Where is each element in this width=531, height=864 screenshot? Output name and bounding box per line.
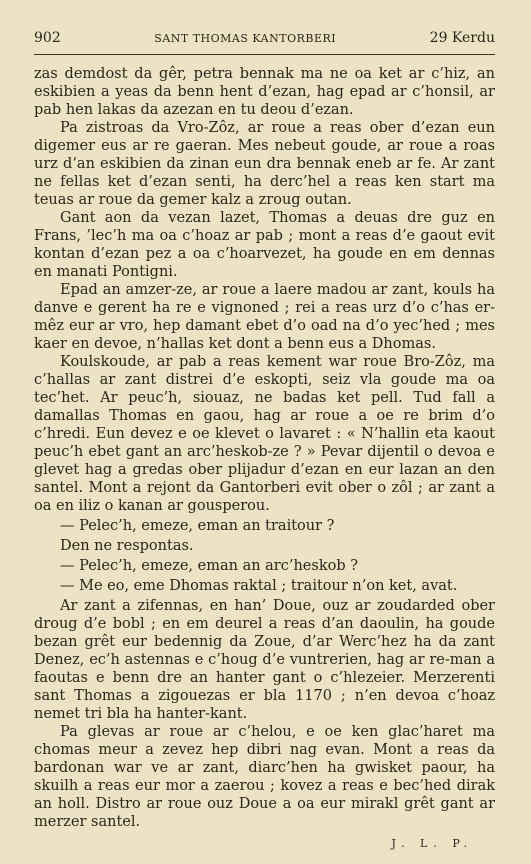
- page-header: [34, 30, 495, 52]
- paragraph: Pa glevas ar roue ar c’helou, e oe ken glac’haret ma chomas meur a zevez hep dibri nag evan. Mont a reas da bardonan war ve ar zant, diarc’hen ha gwisket paour, ha skuilh a reas eur mor a zaerou ; kovez a reas e bec’hed dirak an holl. Distro ar roue ouz Doue a oa eur mirakl grêt gant ar merzer santel.: [34, 724, 495, 830]
- dialog-line: — Pelec’h, emeze, eman an traitour ?: [60, 518, 335, 534]
- header-date: 29 Kerdu: [429, 30, 495, 46]
- dialog-line: Den ne respontas.: [60, 538, 194, 554]
- page-body: [34, 65, 495, 853]
- paragraph: Pa zistroas da Vro-Zôz, ar roue a reas ober d’ezan eun digemer eus ar re gaeran. Mes nebeut goude, ar roue a roas urz d’an eskibien da zinan eun dra bennak eneb ar fe. Ar zant ne fellas ket d’ezan senti, ha derc’hel a reas ken start ma teuas ar roue da gemer kalz a zroug outan.: [34, 120, 495, 208]
- dialog-line: — Pelec’h, emeze, eman an arc’heskob ?: [60, 558, 359, 574]
- dialog-line: — Me eo, eme Dhomas raktal ; traitour n’on ket, avat.: [60, 578, 458, 594]
- author-signature: J. L. P.: [391, 837, 473, 850]
- paragraph: zas demdost da gêr, petra bennak ma ne oa ket ar c’hiz, an eskibien a yeas da benn hent d’ezan, hag epad ar c’honsil, ar pab hen lakas da azezan en tu deou d’ezan.: [34, 66, 495, 118]
- paragraph: Ar zant a zifennas, en han’ Doue, ouz ar zoudarded ober droug d’e bobl ; en em deurel a reas d’an daoulin, ha goude bezan grêt eur bedennig da Zoue, d’ar Werc’hez ha da zant Denez, ec’h astennas e c’houg d’e vuntrerien, hag ar re-man a faoutas e benn dre an hanter gant o c’hlezeier. Merzerenti sant Thomas a zigouezas er bla 1170 ; n’en devoa c’hoaz nemet tri bla ha hanter-kant.: [34, 598, 495, 722]
- paragraph: Epad an amzer-ze, ar roue a laere madou ar zant, kouls ha danve e gerent ha re e vignoned ; rei a reas urz d’o c’has er-mêz eur ar vro, hep damant ebet d’o oad na d’o yec’hed ; mes kaer en devoe, n’hallas ket dont a benn eus a Dhomas.: [34, 282, 495, 352]
- paragraph: Gant aon da vezan lazet, Thomas a deuas dre guz en Frans, ’lec’h ma oa c’hoaz ar pab ; mont a reas d’e gaout evit kontan d’ezan pez a oa c’hoarvezet, ha goude en em dennas en manati Pontigni.: [34, 210, 495, 280]
- page-number: 902: [34, 30, 61, 46]
- running-title: SANT THOMAS KANTORBERI: [154, 32, 337, 45]
- paragraph: Koulskoude, ar pab a reas kement war roue Bro-Zôz, ma c’hallas ar zant distrei d’e eskopti, seiz vla goude ma oa tec’het. Ar peuc’h, siouaz, ne badas ket pell. Tud fall a damallas Thomas en gaou, hag ar roue a oe re brim d’o c’hredi. Eun devez e oe klevet o lavaret : « N’hallin eta kaout peuc’h ebet gant an arc’heskob-ze ? » Pevar dijentil o devoa e glevet hag a gredas ober plijadur d’ezan en eur lazan an den santel. Mont a rejont da Gantorberi evit ober o zôl ; ar zant a oa en iliz o kanan ar gousperou.: [34, 354, 495, 514]
- header-rule: [34, 54, 495, 55]
